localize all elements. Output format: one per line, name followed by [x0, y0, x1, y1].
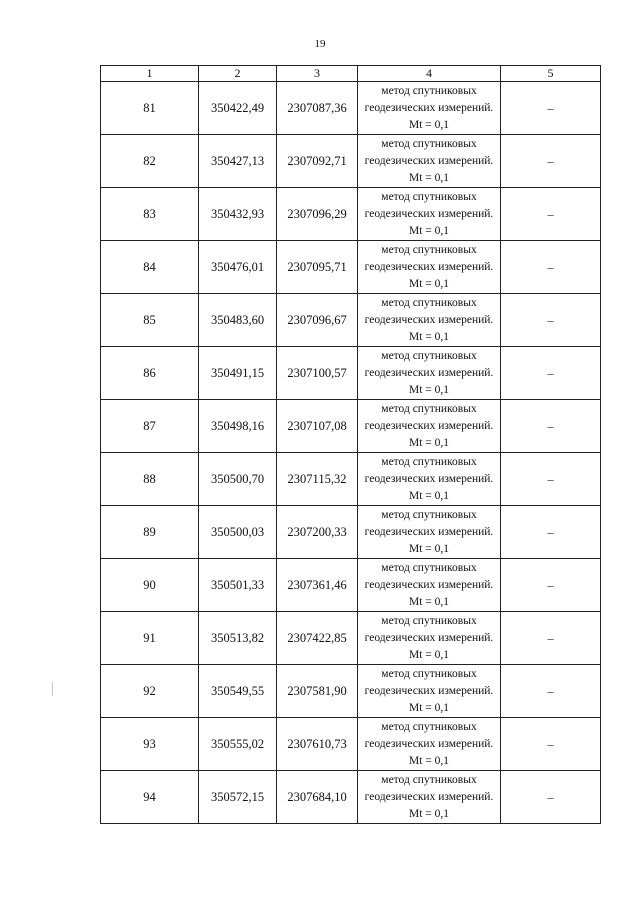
x-coordinate-cell: 350549,55: [199, 665, 277, 718]
method-cell: метод спутниковых геодезических измерений. Mt = 0,1: [358, 559, 501, 612]
method-cell: метод спутниковых геодезических измерений. Mt = 0,1: [358, 347, 501, 400]
method-cell: метод спутниковых геодезических измерений. Mt = 0,1: [358, 771, 501, 824]
point-number-cell: 81: [101, 82, 199, 135]
method-cell: метод спутниковых геодезических измерений. Mt = 0,1: [358, 82, 501, 135]
x-coordinate-cell: 350572,15: [199, 771, 277, 824]
point-number-cell: 92: [101, 665, 199, 718]
x-coordinate-cell: 350491,15: [199, 347, 277, 400]
table-body: [101, 82, 601, 824]
note-cell: –: [501, 82, 601, 135]
point-number-cell: 87: [101, 400, 199, 453]
point-number-cell: 82: [101, 135, 199, 188]
y-coordinate-cell: 2307361,46: [277, 559, 358, 612]
point-number-cell: 88: [101, 453, 199, 506]
y-coordinate-cell: 2307100,57: [277, 347, 358, 400]
y-coordinate-cell: 2307115,32: [277, 453, 358, 506]
header-col-5: 5: [501, 66, 601, 82]
note-cell: –: [501, 665, 601, 718]
note-cell: –: [501, 347, 601, 400]
table-row: [101, 453, 601, 506]
y-coordinate-cell: 2307422,85: [277, 612, 358, 665]
scan-artifact: [52, 682, 53, 696]
method-cell: метод спутниковых геодезических измерений. Mt = 0,1: [358, 665, 501, 718]
y-coordinate-cell: 2307581,90: [277, 665, 358, 718]
point-number-cell: 89: [101, 506, 199, 559]
y-coordinate-cell: 2307092,71: [277, 135, 358, 188]
point-number-cell: 84: [101, 241, 199, 294]
method-cell: метод спутниковых геодезических измерений. Mt = 0,1: [358, 506, 501, 559]
x-coordinate-cell: 350500,03: [199, 506, 277, 559]
table-row: [101, 718, 601, 771]
x-coordinate-cell: 350422,49: [199, 82, 277, 135]
note-cell: –: [501, 506, 601, 559]
note-cell: –: [501, 453, 601, 506]
table-row: [101, 294, 601, 347]
point-number-cell: 83: [101, 188, 199, 241]
method-cell: метод спутниковых геодезических измерений. Mt = 0,1: [358, 400, 501, 453]
x-coordinate-cell: 350555,02: [199, 718, 277, 771]
table-row: [101, 612, 601, 665]
point-number-cell: 85: [101, 294, 199, 347]
point-number-cell: 86: [101, 347, 199, 400]
y-coordinate-cell: 2307684,10: [277, 771, 358, 824]
method-cell: метод спутниковых геодезических измерений. Mt = 0,1: [358, 188, 501, 241]
x-coordinate-cell: 350432,93: [199, 188, 277, 241]
y-coordinate-cell: 2307096,67: [277, 294, 358, 347]
table-row: [101, 559, 601, 612]
table-row: [101, 506, 601, 559]
table-row: [101, 82, 601, 135]
table-row: [101, 241, 601, 294]
method-cell: метод спутниковых геодезических измерений. Mt = 0,1: [358, 453, 501, 506]
note-cell: –: [501, 559, 601, 612]
table-row: [101, 771, 601, 824]
y-coordinate-cell: 2307200,33: [277, 506, 358, 559]
x-coordinate-cell: 350498,16: [199, 400, 277, 453]
method-cell: метод спутниковых геодезических измерений. Mt = 0,1: [358, 294, 501, 347]
table-row: [101, 665, 601, 718]
point-number-cell: 93: [101, 718, 199, 771]
y-coordinate-cell: 2307610,73: [277, 718, 358, 771]
coordinates-table: [100, 65, 601, 824]
x-coordinate-cell: 350501,33: [199, 559, 277, 612]
header-col-1: 1: [101, 66, 199, 82]
table-row: [101, 135, 601, 188]
note-cell: –: [501, 718, 601, 771]
method-cell: метод спутниковых геодезических измерений. Mt = 0,1: [358, 718, 501, 771]
table-row: [101, 400, 601, 453]
page-number: 19: [314, 38, 326, 50]
header-col-4: 4: [358, 66, 501, 82]
note-cell: –: [501, 771, 601, 824]
note-cell: –: [501, 188, 601, 241]
table-row: [101, 188, 601, 241]
point-number-cell: 94: [101, 771, 199, 824]
y-coordinate-cell: 2307095,71: [277, 241, 358, 294]
x-coordinate-cell: 350513,82: [199, 612, 277, 665]
note-cell: –: [501, 241, 601, 294]
table-row: [101, 347, 601, 400]
method-cell: метод спутниковых геодезических измерений. Mt = 0,1: [358, 612, 501, 665]
header-col-2: 2: [199, 66, 277, 82]
note-cell: –: [501, 612, 601, 665]
point-number-cell: 90: [101, 559, 199, 612]
header-row: [101, 66, 601, 82]
x-coordinate-cell: 350427,13: [199, 135, 277, 188]
note-cell: –: [501, 400, 601, 453]
x-coordinate-cell: 350500,70: [199, 453, 277, 506]
y-coordinate-cell: 2307087,36: [277, 82, 358, 135]
header-col-3: 3: [277, 66, 358, 82]
note-cell: –: [501, 135, 601, 188]
method-cell: метод спутниковых геодезических измерений. Mt = 0,1: [358, 241, 501, 294]
x-coordinate-cell: 350483,60: [199, 294, 277, 347]
y-coordinate-cell: 2307096,29: [277, 188, 358, 241]
note-cell: –: [501, 294, 601, 347]
y-coordinate-cell: 2307107,08: [277, 400, 358, 453]
x-coordinate-cell: 350476,01: [199, 241, 277, 294]
point-number-cell: 91: [101, 612, 199, 665]
method-cell: метод спутниковых геодезических измерений. Mt = 0,1: [358, 135, 501, 188]
